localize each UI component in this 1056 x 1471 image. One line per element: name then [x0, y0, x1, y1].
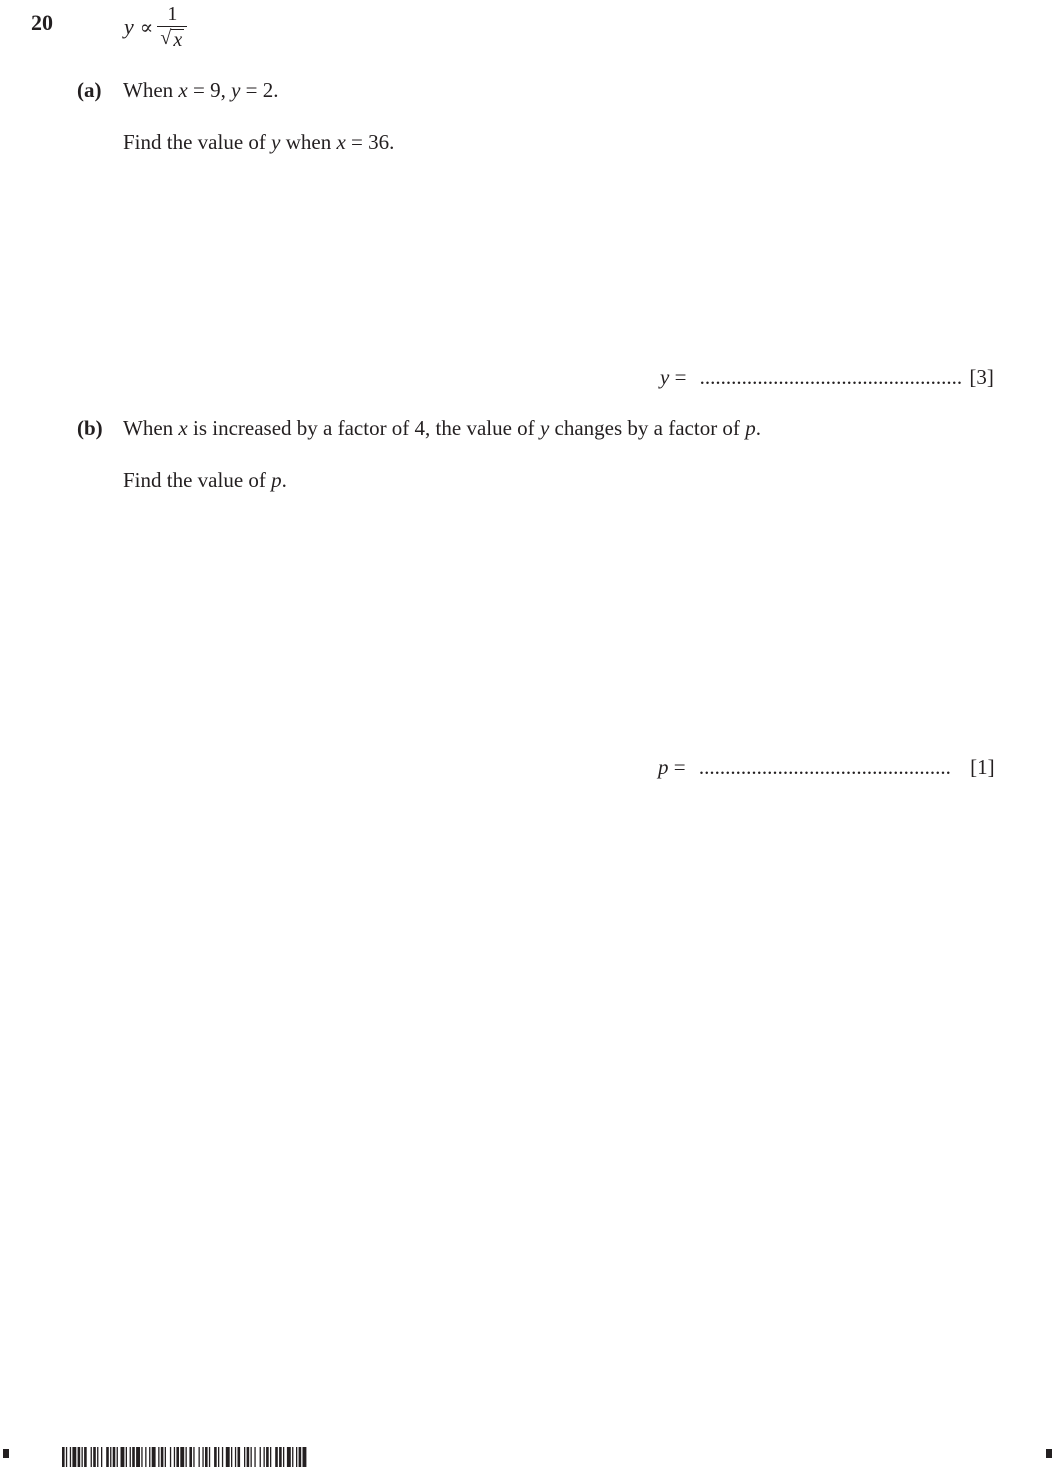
barcode-bar — [70, 1447, 71, 1467]
square-root-sign: √ — [160, 27, 172, 49]
part-b-given-text-1: When — [123, 416, 179, 440]
barcode-bar — [193, 1447, 194, 1467]
part-b-given — [123, 416, 761, 441]
barcode-bar — [254, 1447, 255, 1467]
barcode-bar — [238, 1447, 241, 1467]
var-y: y — [539, 416, 550, 440]
barcode-bar — [82, 1447, 83, 1467]
barcode-bar — [78, 1447, 81, 1467]
part-a-given — [123, 78, 279, 103]
barcode-bar — [93, 1447, 96, 1467]
barcode-bar — [251, 1447, 252, 1467]
barcode-bar — [202, 1447, 203, 1467]
part-b-given-text-4: . — [755, 416, 761, 440]
answer-dots[interactable]: .................................................. — [699, 365, 963, 389]
barcode-bar — [165, 1447, 166, 1467]
proportional-symbol: ∝ — [139, 16, 154, 39]
part-b-instruction — [123, 468, 287, 493]
part-a-instruction-text-1: Find the value of — [123, 130, 272, 154]
part-a-given-text-2: = 9, — [187, 78, 232, 102]
barcode-bar — [264, 1447, 265, 1467]
part-a-given-text-3: = 2. — [240, 78, 279, 102]
barcode-bar — [266, 1447, 269, 1467]
part-b-given-text-2: is increased by a factor of 4, the value of — [187, 416, 540, 440]
barcode-bar — [84, 1447, 87, 1467]
barcode-bar — [214, 1447, 217, 1467]
barcode-bar — [209, 1447, 210, 1467]
barcode-bar — [149, 1447, 150, 1467]
corner-marker-left — [3, 1449, 9, 1458]
radicand: x — [173, 29, 183, 51]
var-p: p — [271, 468, 282, 492]
part-a-label: (a) — [77, 78, 102, 102]
barcode-bar — [279, 1447, 282, 1467]
barcode-bar — [136, 1447, 140, 1467]
barcode-bar — [244, 1447, 245, 1467]
barcode-bar — [145, 1447, 146, 1467]
barcode-bar — [121, 1447, 125, 1467]
barcode-bar — [189, 1447, 192, 1467]
barcode-bar — [287, 1447, 291, 1467]
barcode-bar — [180, 1447, 184, 1467]
barcode-bar — [226, 1447, 230, 1467]
barcode-bar — [91, 1447, 92, 1467]
var-x: x — [178, 416, 188, 440]
marks-label: [3] — [969, 365, 994, 389]
part-b-answer-line[interactable] — [658, 755, 995, 780]
marks-label: [1] — [970, 755, 995, 779]
barcode-bar — [141, 1447, 142, 1467]
barcode-bar — [62, 1447, 65, 1467]
question-number: 20 — [31, 10, 53, 35]
barcode-bar — [186, 1447, 187, 1467]
corner-marker-right — [1046, 1449, 1052, 1458]
barcode-bar — [199, 1447, 200, 1467]
var-x: x — [336, 130, 346, 154]
barcode-bar — [106, 1447, 109, 1467]
part-a-instruction — [123, 130, 394, 155]
barcode-bar — [235, 1447, 236, 1467]
barcode-bar — [275, 1447, 278, 1467]
barcode-bar — [283, 1447, 284, 1467]
barcode-bar — [176, 1447, 179, 1467]
part-a-instruction-text-3: = 36. — [345, 130, 395, 154]
barcode-bar — [132, 1447, 135, 1467]
barcode-bar — [170, 1447, 171, 1467]
var-y: y — [231, 78, 241, 102]
barcode-bar — [218, 1447, 219, 1467]
var-x: x — [178, 78, 188, 102]
part-a-instruction-text-2: when — [280, 130, 337, 154]
fraction-numerator: 1 — [167, 3, 178, 25]
barcode-bar — [126, 1447, 127, 1467]
answer-equals: = — [669, 365, 687, 389]
var-p: p — [745, 416, 756, 440]
barcode-bar — [205, 1447, 208, 1467]
barcode-bar — [66, 1447, 67, 1467]
barcode-bar — [72, 1447, 76, 1467]
barcode-bar — [152, 1447, 156, 1467]
barcode-bar — [97, 1447, 98, 1467]
answer-variable: y — [660, 365, 670, 389]
fraction-denominator — [160, 27, 184, 50]
part-b-given-text-3: changes by a factor of — [549, 416, 746, 440]
barcode-bar — [110, 1447, 111, 1467]
answer-variable: p — [658, 755, 669, 779]
barcode-bar — [174, 1447, 175, 1467]
part-b-instruction-text-1: Find the value of — [123, 468, 272, 492]
barcode-bar — [130, 1447, 131, 1467]
barcode-bar — [292, 1447, 293, 1467]
barcode-bar — [231, 1447, 232, 1467]
barcode-bar — [270, 1447, 271, 1467]
proportionality-formula — [124, 2, 187, 52]
barcode-bar — [296, 1447, 297, 1467]
barcode-bar — [158, 1447, 159, 1467]
answer-equals: = — [668, 755, 686, 779]
barcode-bar — [260, 1447, 261, 1467]
barcode-bar — [222, 1447, 223, 1467]
var-y: y — [271, 130, 281, 154]
barcode-bar — [303, 1447, 307, 1467]
barcode-bar — [299, 1447, 302, 1467]
barcode-bar — [117, 1447, 118, 1467]
barcode-bar — [161, 1447, 164, 1467]
part-a-given-text-1: When — [123, 78, 179, 102]
formula-fraction — [157, 4, 187, 50]
barcode-bar — [113, 1447, 116, 1467]
barcode — [62, 1447, 424, 1467]
answer-dots[interactable]: ................................................ — [698, 755, 951, 779]
barcode-bar — [247, 1447, 250, 1467]
part-b-instruction-text-2: . — [281, 468, 287, 492]
barcode-bar — [101, 1447, 102, 1467]
formula-lhs: y — [124, 14, 134, 39]
part-a-answer-line[interactable] — [660, 365, 994, 390]
part-b-label: (b) — [77, 416, 103, 440]
